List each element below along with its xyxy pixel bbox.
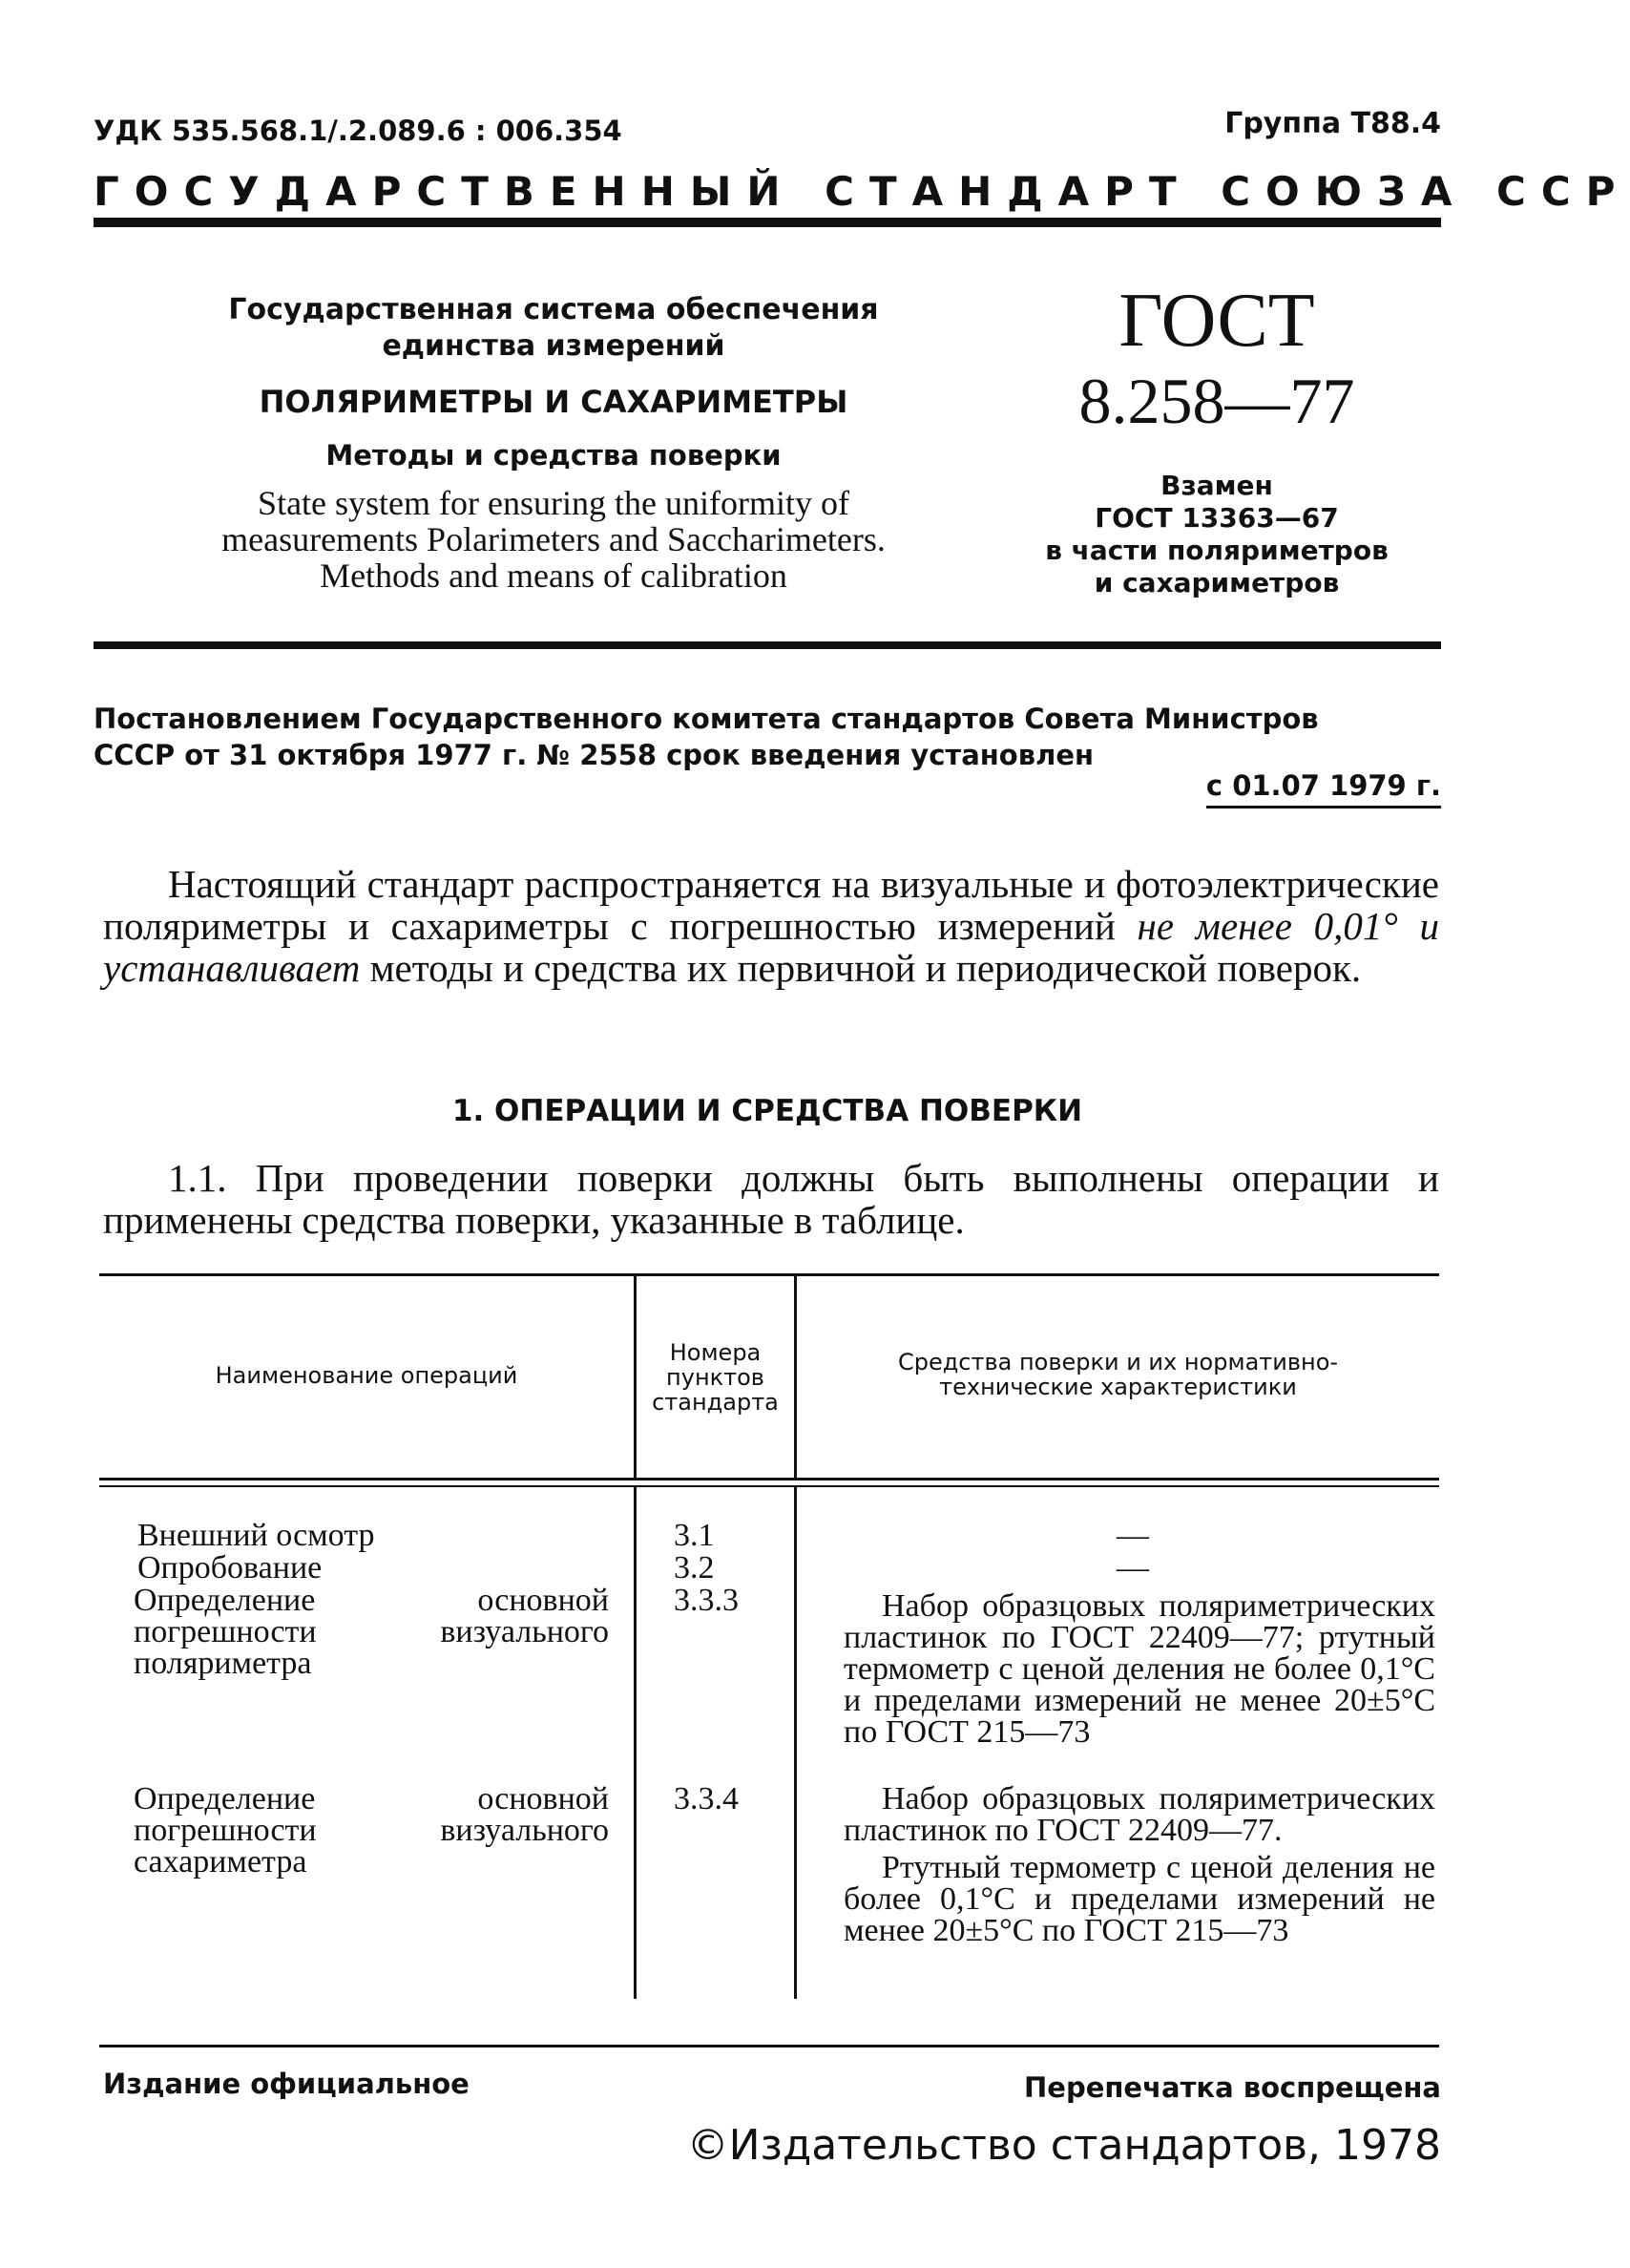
table-row-3-means: Набор образцовых поляриметрических пластинок по ГОСТ 22409—77; ртутный термометр с ценой деления не более 0,1°С и пределами измерений не менее 20±5°С по ГОСТ 215—73 bbox=[844, 1588, 1435, 1750]
table-row-1-means: — bbox=[1117, 1518, 1149, 1553]
table-row-2-operation: Опробование bbox=[137, 1550, 323, 1586]
decree-line-2: СССР от 31 октября 1977 г. № 2558 срок введения установлен bbox=[94, 739, 1095, 771]
table-row-4-clause: 3.3.4 bbox=[674, 1781, 739, 1816]
table-row-3-clause: 3.3.3 bbox=[674, 1583, 739, 1618]
title-block bbox=[162, 292, 945, 594]
title-rule bbox=[94, 641, 1441, 649]
table-row-4-means-extra: Ртутный термометр с ценой деления не более 0,1°С и пределами измерений не менее 20±5°С по ГОСТ 215—73 bbox=[844, 1850, 1435, 1948]
table-row-1-operation: Внешний осмотр bbox=[137, 1518, 375, 1553]
header-clauses bbox=[637, 1340, 794, 1415]
replaces-line-4: и сахариметров bbox=[1094, 567, 1340, 598]
english-line-1: State system for ensuring the uniformity of bbox=[258, 484, 849, 522]
table-header-rule-2 bbox=[99, 1485, 1439, 1487]
system-line-2: единства измерений bbox=[382, 329, 725, 363]
table-row-1-clause: 3.1 bbox=[674, 1518, 715, 1553]
english-line-3: Methods and means of calibration bbox=[320, 556, 787, 595]
table-row-2-clause: 3.2 bbox=[674, 1550, 715, 1586]
copyright-notice: ©Издательство стандартов, 1978 bbox=[686, 2121, 1441, 2170]
udk-code: УДК 535.568.1/.2.089.6 : 006.354 bbox=[94, 115, 622, 147]
replaces-note bbox=[1012, 470, 1422, 599]
table-top-rule bbox=[99, 1273, 1439, 1276]
state-standard-banner: ГОСУДАРСТВЕННЫЙ СТАНДАРТ СОЮЗА ССР bbox=[94, 168, 1630, 215]
table-row-4-means: Набор образцовых поляриметрических пластинок по ГОСТ 22409—77. bbox=[844, 1781, 1435, 1848]
table-row-4-operation: Определение основной погрешности визуального сахариметра bbox=[134, 1781, 609, 1880]
intro-italic: не менее 0,01° и устанавливает bbox=[103, 904, 1439, 990]
system-line-1: Государственная система обеспечения bbox=[228, 293, 879, 326]
group-code: Группа Т88.4 bbox=[1224, 107, 1441, 140]
document-title: ПОЛЯРИМЕТРЫ И САХАРИМЕТРЫ bbox=[259, 384, 848, 420]
decree-text bbox=[94, 701, 1439, 773]
header-clauses-line-3: стандарта bbox=[652, 1389, 779, 1416]
intro-paragraph bbox=[103, 863, 1439, 989]
gost-block bbox=[1012, 279, 1422, 599]
replaces-line-3: в части поляриметров bbox=[1045, 535, 1389, 566]
header-clauses-line-1: Номера bbox=[669, 1339, 762, 1366]
replaces-line-2: ГОСТ 13363—67 bbox=[1095, 502, 1339, 534]
decree-line-1: Постановлением Государственного комитета стандартов Совета Министров bbox=[94, 703, 1319, 735]
english-title bbox=[162, 485, 945, 594]
reprint-prohibited: Перепечатка воспрещена bbox=[1024, 2071, 1441, 2104]
header-clauses-line-2: пунктов bbox=[666, 1364, 764, 1391]
header-rule bbox=[94, 218, 1441, 227]
header-means bbox=[797, 1350, 1439, 1399]
header-means-line-2: технические характеристики bbox=[939, 1374, 1297, 1400]
table-bottom-rule bbox=[99, 2045, 1439, 2048]
replaces-line-1: Взамен bbox=[1160, 470, 1273, 501]
table-row-2-means: — bbox=[1117, 1550, 1149, 1586]
english-line-2: measurements Polarimeters and Saccharimeters. bbox=[221, 520, 886, 558]
gost-label: ГОСТ bbox=[1118, 279, 1315, 363]
header-operations: Наименование операций bbox=[215, 1362, 518, 1389]
intro-part-1: Настоящий стандарт распространяется на визуальные и фотоэлектрические поляриметры и сахариметры с погрешностью измерений bbox=[103, 862, 1439, 948]
section-heading: 1. ОПЕРАЦИИ И СРЕДСТВА ПОВЕРКИ bbox=[451, 1094, 1083, 1128]
section-paragraph bbox=[103, 1157, 1439, 1241]
table-divider-1-body bbox=[634, 1487, 637, 1999]
document-subtitle: Методы и средства поверки bbox=[325, 439, 782, 472]
table-row-3-operation: Определение основной погрешности визуального поляриметра bbox=[134, 1583, 609, 1681]
table-divider-2-body bbox=[794, 1487, 797, 1999]
intro-part-2: методы и средства их первичной и периодической поверок. bbox=[360, 946, 1362, 990]
header-means-line-1: Средства поверки и их нормативно- bbox=[897, 1349, 1339, 1376]
effective-date: с 01.07 1979 г. bbox=[1206, 769, 1441, 808]
section-para-text: 1.1. При проведении поверки должны быть выполнены операции и применены средства поверки, указанные в таблице. bbox=[103, 1156, 1439, 1242]
gost-number: 8.258—77 bbox=[1078, 365, 1355, 437]
table-header-rule-1 bbox=[99, 1478, 1439, 1480]
official-edition: Издание официальное bbox=[103, 2068, 470, 2100]
